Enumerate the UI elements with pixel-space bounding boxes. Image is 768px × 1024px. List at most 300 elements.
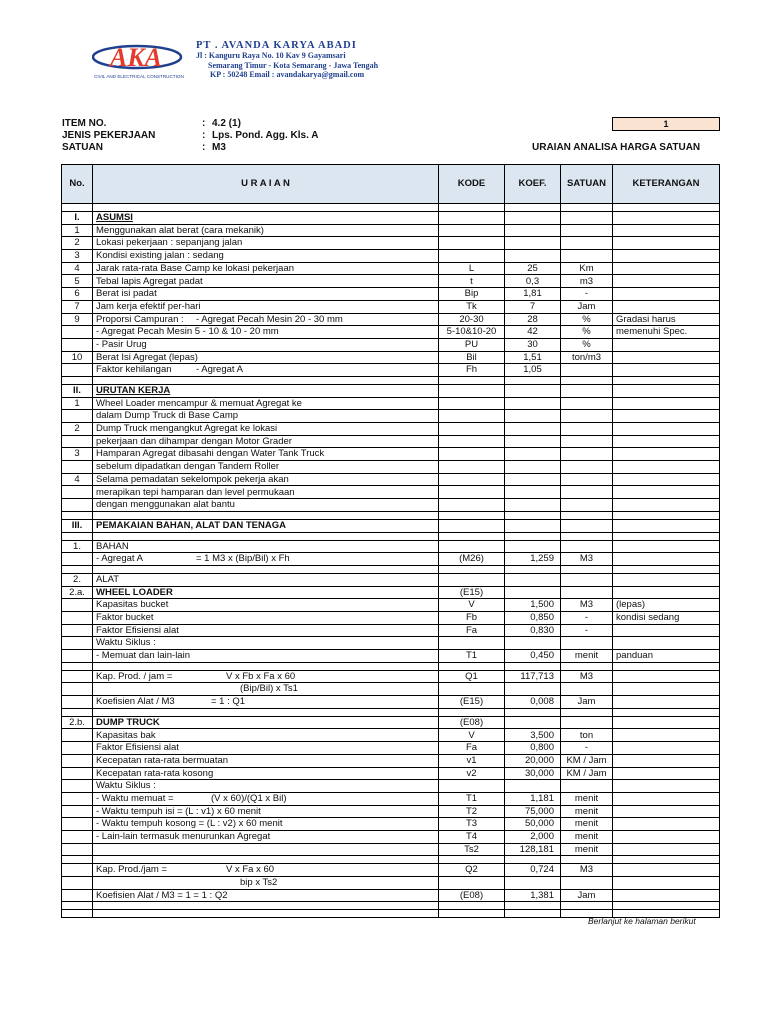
- table-cell: panduan: [613, 650, 720, 663]
- table-cell: kondisi sedang: [613, 611, 720, 624]
- table-cell: [439, 410, 505, 423]
- meta-label: ITEM NO.: [62, 118, 107, 129]
- table-cell: [505, 637, 561, 650]
- table-cell: [62, 599, 93, 612]
- table-cell: Kapasitas bucket: [93, 599, 439, 612]
- table-cell: %: [561, 313, 613, 326]
- header-koef: KOEF.: [505, 165, 561, 204]
- table-cell: Tk: [439, 300, 505, 313]
- table-cell: [613, 250, 720, 263]
- table-cell: [62, 830, 93, 843]
- table-cell: menit: [561, 650, 613, 663]
- table-cell: Ts2: [439, 843, 505, 856]
- table-cell: [62, 410, 93, 423]
- table-cell: [613, 708, 720, 716]
- table-cell: 2,000: [505, 830, 561, 843]
- table-cell: 0,008: [505, 696, 561, 709]
- table-cell: [505, 683, 561, 696]
- table-row: [62, 754, 720, 767]
- table-cell: [613, 767, 720, 780]
- table-cell: ton/m3: [561, 351, 613, 364]
- table-cell: [439, 212, 505, 225]
- table-cell: [62, 486, 93, 499]
- company-name: PT . AVANDA KARYA ABADI: [196, 40, 357, 51]
- table-cell: [93, 902, 439, 910]
- table-cell: [613, 889, 720, 902]
- table-row: [62, 729, 720, 742]
- table-row: [62, 237, 720, 250]
- table-cell: [93, 856, 439, 864]
- table-cell: T3: [439, 818, 505, 831]
- table-cell: 30,000: [505, 767, 561, 780]
- table-cell: [93, 696, 439, 709]
- company-address-2: Semarang Timur - Kota Semarang - Jawa Tengah: [208, 60, 379, 70]
- table-cell: [505, 532, 561, 540]
- cell-text: - Waktu memuat =: [96, 792, 174, 804]
- table-row: [62, 473, 720, 486]
- table-cell: PU: [439, 338, 505, 351]
- table-cell: [505, 716, 561, 729]
- table-cell: [62, 767, 93, 780]
- table-cell: [613, 540, 720, 553]
- table-cell: [93, 313, 439, 326]
- table-cell: [613, 262, 720, 275]
- table-cell: [93, 364, 439, 377]
- table-row: [62, 364, 720, 377]
- table-row: [62, 877, 720, 890]
- table-row: [62, 780, 720, 793]
- table-cell: [93, 670, 439, 683]
- table-cell: 9: [62, 313, 93, 326]
- table-row: [62, 889, 720, 902]
- table-cell: [613, 532, 720, 540]
- table-cell: 1: [62, 397, 93, 410]
- table-row: [62, 864, 720, 877]
- table-cell: [62, 637, 93, 650]
- cell-text: V x Fb x Fa x 60: [226, 670, 296, 682]
- table-cell: 25: [505, 262, 561, 275]
- table-cell: [613, 729, 720, 742]
- cell-text: bip x Ts2: [240, 877, 278, 889]
- table-cell: sebelum dipadatkan dengan Tandem Roller: [93, 461, 439, 474]
- table-cell: BAHAN: [93, 540, 439, 553]
- table-cell: [62, 910, 93, 918]
- table-row: [62, 792, 720, 805]
- table-cell: 117,713: [505, 670, 561, 683]
- table-cell: [62, 683, 93, 696]
- table-cell: 4: [62, 473, 93, 486]
- table-cell: [561, 486, 613, 499]
- table-cell: [561, 716, 613, 729]
- table-cell: %: [561, 338, 613, 351]
- table-cell: 7: [505, 300, 561, 313]
- table-row: [62, 224, 720, 237]
- table-row: [62, 830, 720, 843]
- table-cell: 1,500: [505, 599, 561, 612]
- cell-text: Koefisien Alat / M3: [96, 696, 175, 708]
- table-cell: Berat Isi Agregat (lepas): [93, 351, 439, 364]
- table-cell: 20,000: [505, 754, 561, 767]
- meta-label: SATUAN: [62, 142, 103, 153]
- spacer-row: [62, 565, 720, 573]
- table-cell: Faktor bucket: [93, 611, 439, 624]
- table-cell: Q2: [439, 864, 505, 877]
- table-cell: [439, 683, 505, 696]
- table-cell: Fa: [439, 742, 505, 755]
- table-cell: [505, 212, 561, 225]
- section-row: [62, 519, 720, 532]
- table-cell: [613, 300, 720, 313]
- table-cell: [62, 780, 93, 793]
- table-cell: 128,181: [505, 843, 561, 856]
- table-cell: [613, 864, 720, 877]
- table-cell: [93, 532, 439, 540]
- table-cell: [561, 637, 613, 650]
- spacer-row: [62, 708, 720, 716]
- table-cell: [62, 670, 93, 683]
- table-cell: 1,181: [505, 792, 561, 805]
- table-cell: merapikan tepi hamparan dan level permukaan: [93, 486, 439, 499]
- table-cell: [439, 250, 505, 263]
- table-cell: 1,259: [505, 553, 561, 566]
- table-cell: [505, 448, 561, 461]
- table-cell: [613, 818, 720, 831]
- table-cell: ASUMSI: [93, 212, 439, 225]
- cell-text: = 1 M3 x (Bip/Bil) x Fh: [196, 553, 290, 565]
- table-cell: [613, 624, 720, 637]
- table-cell: (lepas): [613, 599, 720, 612]
- table-cell: [613, 565, 720, 573]
- table-cell: (E08): [439, 889, 505, 902]
- table-cell: [561, 435, 613, 448]
- table-cell: Fh: [439, 364, 505, 377]
- table-cell: [62, 338, 93, 351]
- table-cell: [62, 553, 93, 566]
- letterhead: [92, 40, 422, 82]
- table-cell: v2: [439, 767, 505, 780]
- table-cell: [505, 519, 561, 532]
- table-cell: menit: [561, 818, 613, 831]
- table-cell: 1,81: [505, 288, 561, 301]
- table-cell: [62, 565, 93, 573]
- table-cell: Jam: [561, 889, 613, 902]
- table-cell: [439, 237, 505, 250]
- table-cell: [62, 435, 93, 448]
- table-cell: [561, 364, 613, 377]
- table-cell: [439, 662, 505, 670]
- table-cell: menit: [561, 805, 613, 818]
- table-cell: [505, 910, 561, 918]
- table-cell: WHEEL LOADER: [93, 586, 439, 599]
- table-cell: [613, 830, 720, 843]
- table-cell: [561, 565, 613, 573]
- table-cell: 2.b.: [62, 716, 93, 729]
- table-row: [62, 650, 720, 663]
- table-cell: [505, 410, 561, 423]
- table-cell: II.: [62, 384, 93, 397]
- table-cell: [561, 461, 613, 474]
- table-cell: [62, 511, 93, 519]
- table-cell: Jam kerja efektif per-hari: [93, 300, 439, 313]
- table-cell: [561, 212, 613, 225]
- table-cell: [561, 397, 613, 410]
- table-cell: [613, 364, 720, 377]
- table-cell: [505, 397, 561, 410]
- table-cell: [439, 780, 505, 793]
- table-cell: [62, 729, 93, 742]
- company-info: [196, 40, 378, 80]
- table-cell: [561, 448, 613, 461]
- table-cell: [613, 586, 720, 599]
- table-cell: 0,724: [505, 864, 561, 877]
- table-cell: [613, 519, 720, 532]
- table-row: [62, 435, 720, 448]
- table-row: [62, 351, 720, 364]
- table-cell: [62, 499, 93, 512]
- table-row: [62, 767, 720, 780]
- table-cell: 1,05: [505, 364, 561, 377]
- table-cell: [439, 708, 505, 716]
- table-cell: [62, 650, 93, 663]
- table-row: [62, 448, 720, 461]
- table-cell: [505, 376, 561, 384]
- table-cell: [62, 902, 93, 910]
- table-cell: (E15): [439, 586, 505, 599]
- table-cell: - Lain-lain termasuk menurunkan Agregat: [93, 830, 439, 843]
- table-cell: [561, 573, 613, 586]
- table-row: [62, 313, 720, 326]
- table-cell: [505, 565, 561, 573]
- cell-text: (V x 60)/(Q1 x Bil): [211, 792, 287, 804]
- table-cell: - Waktu tempuh isi = (L : v1) x 60 menit: [93, 805, 439, 818]
- table-cell: [613, 573, 720, 586]
- table-cell: [613, 499, 720, 512]
- table-row: [62, 262, 720, 275]
- table-cell: 3: [62, 250, 93, 263]
- meta-colon: :: [202, 142, 206, 153]
- table-cell: [561, 511, 613, 519]
- table-cell: (M26): [439, 553, 505, 566]
- table-cell: 42: [505, 326, 561, 339]
- company-address-1: Jl : Kanguru Raya No. 10 Kav 9 Gayamsari: [196, 51, 346, 60]
- table-cell: 5-10&10-20: [439, 326, 505, 339]
- table-cell: [613, 384, 720, 397]
- table-cell: [561, 856, 613, 864]
- table-row: [62, 611, 720, 624]
- table-cell: [93, 877, 439, 890]
- table-cell: 6: [62, 288, 93, 301]
- table-cell: m3: [561, 275, 613, 288]
- company-contact: KP : 50248 Email : avandakarya@gmail.com: [210, 70, 365, 79]
- table-cell: (E08): [439, 716, 505, 729]
- page-subtitle: URAIAN ANALISA HARGA SATUAN: [532, 142, 701, 153]
- table-cell: 2.a.: [62, 586, 93, 599]
- table-cell: [561, 902, 613, 910]
- table-cell: [505, 877, 561, 890]
- table-cell: [439, 486, 505, 499]
- cell-text: Faktor kehilangan: [96, 364, 172, 376]
- table-cell: Kondisi existing jalan : sedang: [93, 250, 439, 263]
- table-cell: [505, 224, 561, 237]
- table-cell: [613, 473, 720, 486]
- table-cell: T2: [439, 805, 505, 818]
- table-cell: [62, 326, 93, 339]
- table-cell: -: [561, 611, 613, 624]
- table-row: [62, 637, 720, 650]
- table-cell: [613, 376, 720, 384]
- table-cell: [561, 224, 613, 237]
- table-cell: [561, 540, 613, 553]
- cell-text: - Agregat A: [96, 553, 144, 565]
- table-cell: [613, 637, 720, 650]
- table-cell: [505, 856, 561, 864]
- table-cell: [613, 275, 720, 288]
- table-cell: [439, 435, 505, 448]
- table-cell: [613, 754, 720, 767]
- cell-text: - Agregat A: [196, 364, 244, 376]
- table-row: [62, 461, 720, 474]
- table-cell: menit: [561, 830, 613, 843]
- table-cell: [561, 204, 613, 212]
- table-cell: [93, 662, 439, 670]
- table-row: [62, 540, 720, 553]
- table-cell: URUTAN KERJA: [93, 384, 439, 397]
- table-cell: Kecepatan rata-rata kosong: [93, 767, 439, 780]
- meta-value: Lps. Pond. Agg. Kls. A: [212, 130, 319, 141]
- table-cell: [505, 573, 561, 586]
- table-cell: - Agregat Pecah Mesin 5 - 10 & 10 - 20 mm: [93, 326, 439, 339]
- table-cell: [613, 716, 720, 729]
- meta-value: M3: [212, 142, 226, 153]
- table-cell: [93, 864, 439, 877]
- cell-text: = 1 : Q1: [211, 696, 246, 708]
- table-cell: [613, 742, 720, 755]
- table-cell: [62, 792, 93, 805]
- table-cell: [561, 877, 613, 890]
- table-cell: Lokasi pekerjaan : sepanjang jalan: [93, 237, 439, 250]
- header-uraian: U R A I A N: [93, 165, 439, 204]
- table-cell: 2.: [62, 573, 93, 586]
- table-cell: menit: [561, 792, 613, 805]
- table-cell: [561, 586, 613, 599]
- meta-colon: :: [202, 130, 206, 141]
- cell-text: Kap. Prod./jam =: [96, 864, 168, 876]
- table-cell: (E15): [439, 696, 505, 709]
- table-cell: [439, 511, 505, 519]
- table-cell: pekerjaan dan dihampar dengan Motor Grader: [93, 435, 439, 448]
- table-cell: [439, 877, 505, 890]
- table-row: [62, 288, 720, 301]
- table-cell: [93, 843, 439, 856]
- table-cell: 20-30: [439, 313, 505, 326]
- table-cell: Bip: [439, 288, 505, 301]
- spacer-row: [62, 204, 720, 212]
- table-cell: [93, 683, 439, 696]
- table-cell: [505, 780, 561, 793]
- table-cell: [613, 877, 720, 890]
- table-cell: [62, 662, 93, 670]
- table-cell: -: [561, 288, 613, 301]
- table-row: [62, 410, 720, 423]
- table-cell: Fb: [439, 611, 505, 624]
- table-cell: t: [439, 275, 505, 288]
- table-cell: [93, 376, 439, 384]
- table-cell: [505, 708, 561, 716]
- table-cell: Jarak rata-rata Base Camp ke lokasi pekerjaan: [93, 262, 439, 275]
- table-cell: 10: [62, 351, 93, 364]
- table-row: [62, 599, 720, 612]
- table-cell: 2: [62, 237, 93, 250]
- table-cell: Berat isi padat: [93, 288, 439, 301]
- table-row: [62, 683, 720, 696]
- table-cell: [613, 670, 720, 683]
- table-cell: KM / Jam: [561, 767, 613, 780]
- table-cell: [613, 696, 720, 709]
- table-cell: [613, 792, 720, 805]
- table-cell: -: [561, 624, 613, 637]
- header-keterangan: KETERANGAN: [613, 165, 720, 204]
- table-cell: [62, 889, 93, 902]
- table-cell: [62, 742, 93, 755]
- table-cell: - Waktu tempuh kosong = (L : v2) x 60 menit: [93, 818, 439, 831]
- table-cell: Tebal lapis Agregat padat: [93, 275, 439, 288]
- table-cell: 50,000: [505, 818, 561, 831]
- equipment-title-row: [62, 716, 720, 729]
- table-row: [62, 486, 720, 499]
- table-cell: [613, 805, 720, 818]
- table-cell: [62, 364, 93, 377]
- table-row: [62, 843, 720, 856]
- table-cell: M3: [561, 553, 613, 566]
- table-cell: [613, 338, 720, 351]
- table-cell: [505, 435, 561, 448]
- table-cell: [62, 805, 93, 818]
- table-cell: v1: [439, 754, 505, 767]
- table-row: [62, 423, 720, 436]
- table-cell: [62, 204, 93, 212]
- table-cell: 3: [62, 448, 93, 461]
- table-cell: III.: [62, 519, 93, 532]
- table-cell: dengan menggunakan alat bantu: [93, 499, 439, 512]
- table-cell: 0,450: [505, 650, 561, 663]
- table-cell: Hamparan Agregat dibasahi dengan Water Tank Truck: [93, 448, 439, 461]
- table-cell: [613, 856, 720, 864]
- table-cell: 3,500: [505, 729, 561, 742]
- table-cell: 30: [505, 338, 561, 351]
- table-cell: [439, 910, 505, 918]
- table-row: [62, 553, 720, 566]
- table-cell: T4: [439, 830, 505, 843]
- header-no: No.: [62, 165, 93, 204]
- table-cell: [613, 662, 720, 670]
- table-cell: [613, 224, 720, 237]
- continued-note: Berlanjut ke halaman berikut: [588, 916, 696, 926]
- spacer-row: [62, 376, 720, 384]
- table-row: [62, 300, 720, 313]
- spacer-row: [62, 856, 720, 864]
- table-cell: [439, 565, 505, 573]
- cell-text: V x Fa x 60: [226, 864, 275, 876]
- table-cell: [561, 237, 613, 250]
- table-cell: [439, 384, 505, 397]
- header-kode: KODE: [439, 165, 505, 204]
- table-cell: PEMAKAIAN BAHAN, ALAT DAN TENAGA: [93, 519, 439, 532]
- table-cell: [613, 511, 720, 519]
- table-cell: ton: [561, 729, 613, 742]
- table-cell: Jam: [561, 696, 613, 709]
- table-cell: 0,850: [505, 611, 561, 624]
- table-cell: [613, 288, 720, 301]
